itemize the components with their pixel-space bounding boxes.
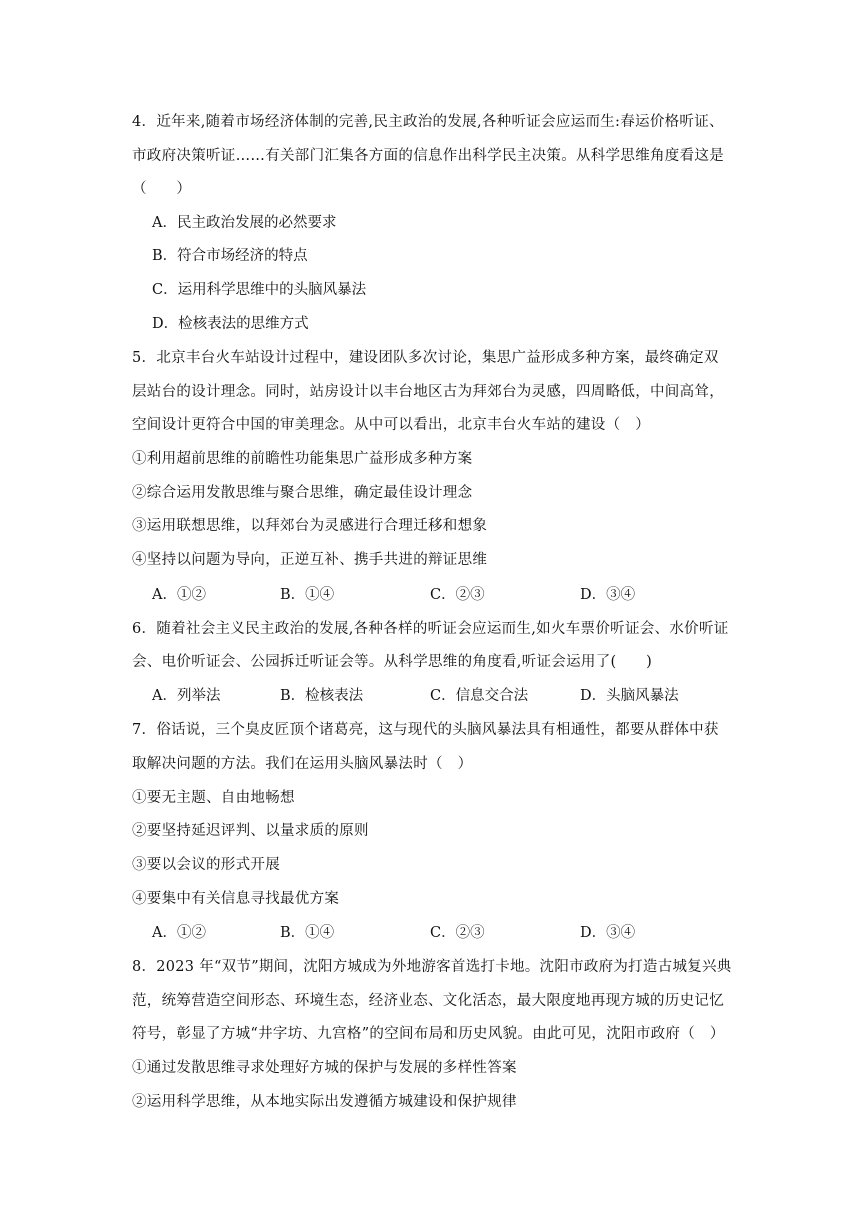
question-5-statement-4: ④坚持以问题为导向，正逆互补、携手共进的辩证思维 (132, 552, 488, 568)
question-7-stem-line-2: 取解决问题的方法。我们在运用头脑风暴法时（ ） (132, 756, 473, 772)
question-7-option-c: C．②③ (430, 925, 485, 941)
question-5-option-a: A．①② (152, 587, 206, 603)
question-4-option-c: C．运用科学思维中的头脑风暴法 (152, 282, 367, 298)
question-8-stem-line-3: 符号，彰显了方城“井字坊、九宫格”的空间布局和历史风貌。由此可见，沈阳市政府（ ） (132, 1026, 725, 1042)
question-8-statement-2: ②运用科学思维，从本地实际出发遵循方城建设和保护规律 (132, 1094, 517, 1110)
question-7-statement-2: ②要坚持延迟评判、以量求质的原则 (132, 823, 369, 839)
question-6-option-d: D．头脑风暴法 (580, 688, 679, 704)
question-4-stem-line-2: 市政府决策听证……有关部门汇集各方面的信息作出科学民主决策。从科学思维角度看这是 (132, 148, 724, 164)
question-7-option-b: B．①④ (280, 925, 335, 941)
question-8-stem-line-2: 范，统筹营造空间形态、环境生态，经济业态、文化活态，最大限度地再现方城的历史记忆 (132, 993, 724, 1009)
question-8-statement-1: ①通过发散思维寻求处理好方城的保护与发展的多样性答案 (132, 1060, 517, 1076)
question-6-stem-line-2: 会、电价听证会、公园拆迁听证会等。从科学思维的角度看,听证会运用了( ) (132, 654, 653, 670)
question-7-option-a: A．①② (152, 925, 206, 941)
question-5-stem-line-1: 5．北京丰台火车站设计过程中，建设团队多次讨论，集思广益形成多种方案，最终确定双 (132, 350, 719, 366)
question-5-option-c: C．②③ (430, 587, 485, 603)
question-8-stem-line-1: 8．2023 年“双节”期间，沈阳方城成为外地游客首选打卡地。沈阳市政府为打造古城复兴典 (132, 959, 732, 975)
question-5-option-d: D．③④ (580, 587, 636, 603)
question-7-statement-1: ①要无主题、自由地畅想 (132, 790, 295, 806)
question-4-option-d: D．检核表法的思维方式 (152, 316, 309, 332)
question-5-option-b: B．①④ (280, 587, 335, 603)
question-4-option-b: B．符合市场经济的特点 (152, 248, 308, 264)
question-7-option-d: D．③④ (580, 925, 636, 941)
question-5-statement-1: ①利用超前思维的前瞻性功能集思广益形成多种方案 (132, 451, 473, 467)
question-4-option-a: A．民主政治发展的必然要求 (152, 215, 337, 231)
question-5-statement-2: ②综合运用发散思维与聚合思维，确定最佳设计理念 (132, 485, 473, 501)
question-6-stem-line-1: 6．随着社会主义民主政治的发展,各种各样的听证会应运而生,如火车票价听证会、水价听证 (132, 621, 729, 637)
question-4-stem-line-1: 4．近年来,随着市场经济体制的完善,民主政治的发展,各种听证会应运而生:春运价格听证、 (132, 114, 724, 130)
question-5-stem-line-3: 空间设计更符合中国的审美理念。从中可以看出，北京丰台火车站的建设（ ） (132, 417, 650, 433)
question-7-statement-4: ④要集中有关信息寻找最优方案 (132, 891, 340, 907)
question-6-option-a: A．列举法 (152, 688, 221, 704)
question-4-stem-line-3: （ ） (132, 181, 192, 197)
question-6-option-c: C．信息交合法 (430, 688, 529, 704)
question-7-stem-line-1: 7．俗话说，三个臭皮匠顶个诸葛亮，这与现代的头脑风暴法具有相通性，都要从群体中获 (132, 722, 719, 738)
question-7-statement-3: ③要以会议的形式开展 (132, 857, 280, 873)
question-5-statement-3: ③运用联想思维，以拜郊台为灵感进行合理迁移和想象 (132, 518, 488, 534)
question-5-stem-line-2: 层站台的设计理念。同时，站房设计以丰台地区古为拜郊台为灵感，四周略低，中间高耸， (132, 384, 724, 400)
question-6-option-b: B．检核表法 (280, 688, 364, 704)
